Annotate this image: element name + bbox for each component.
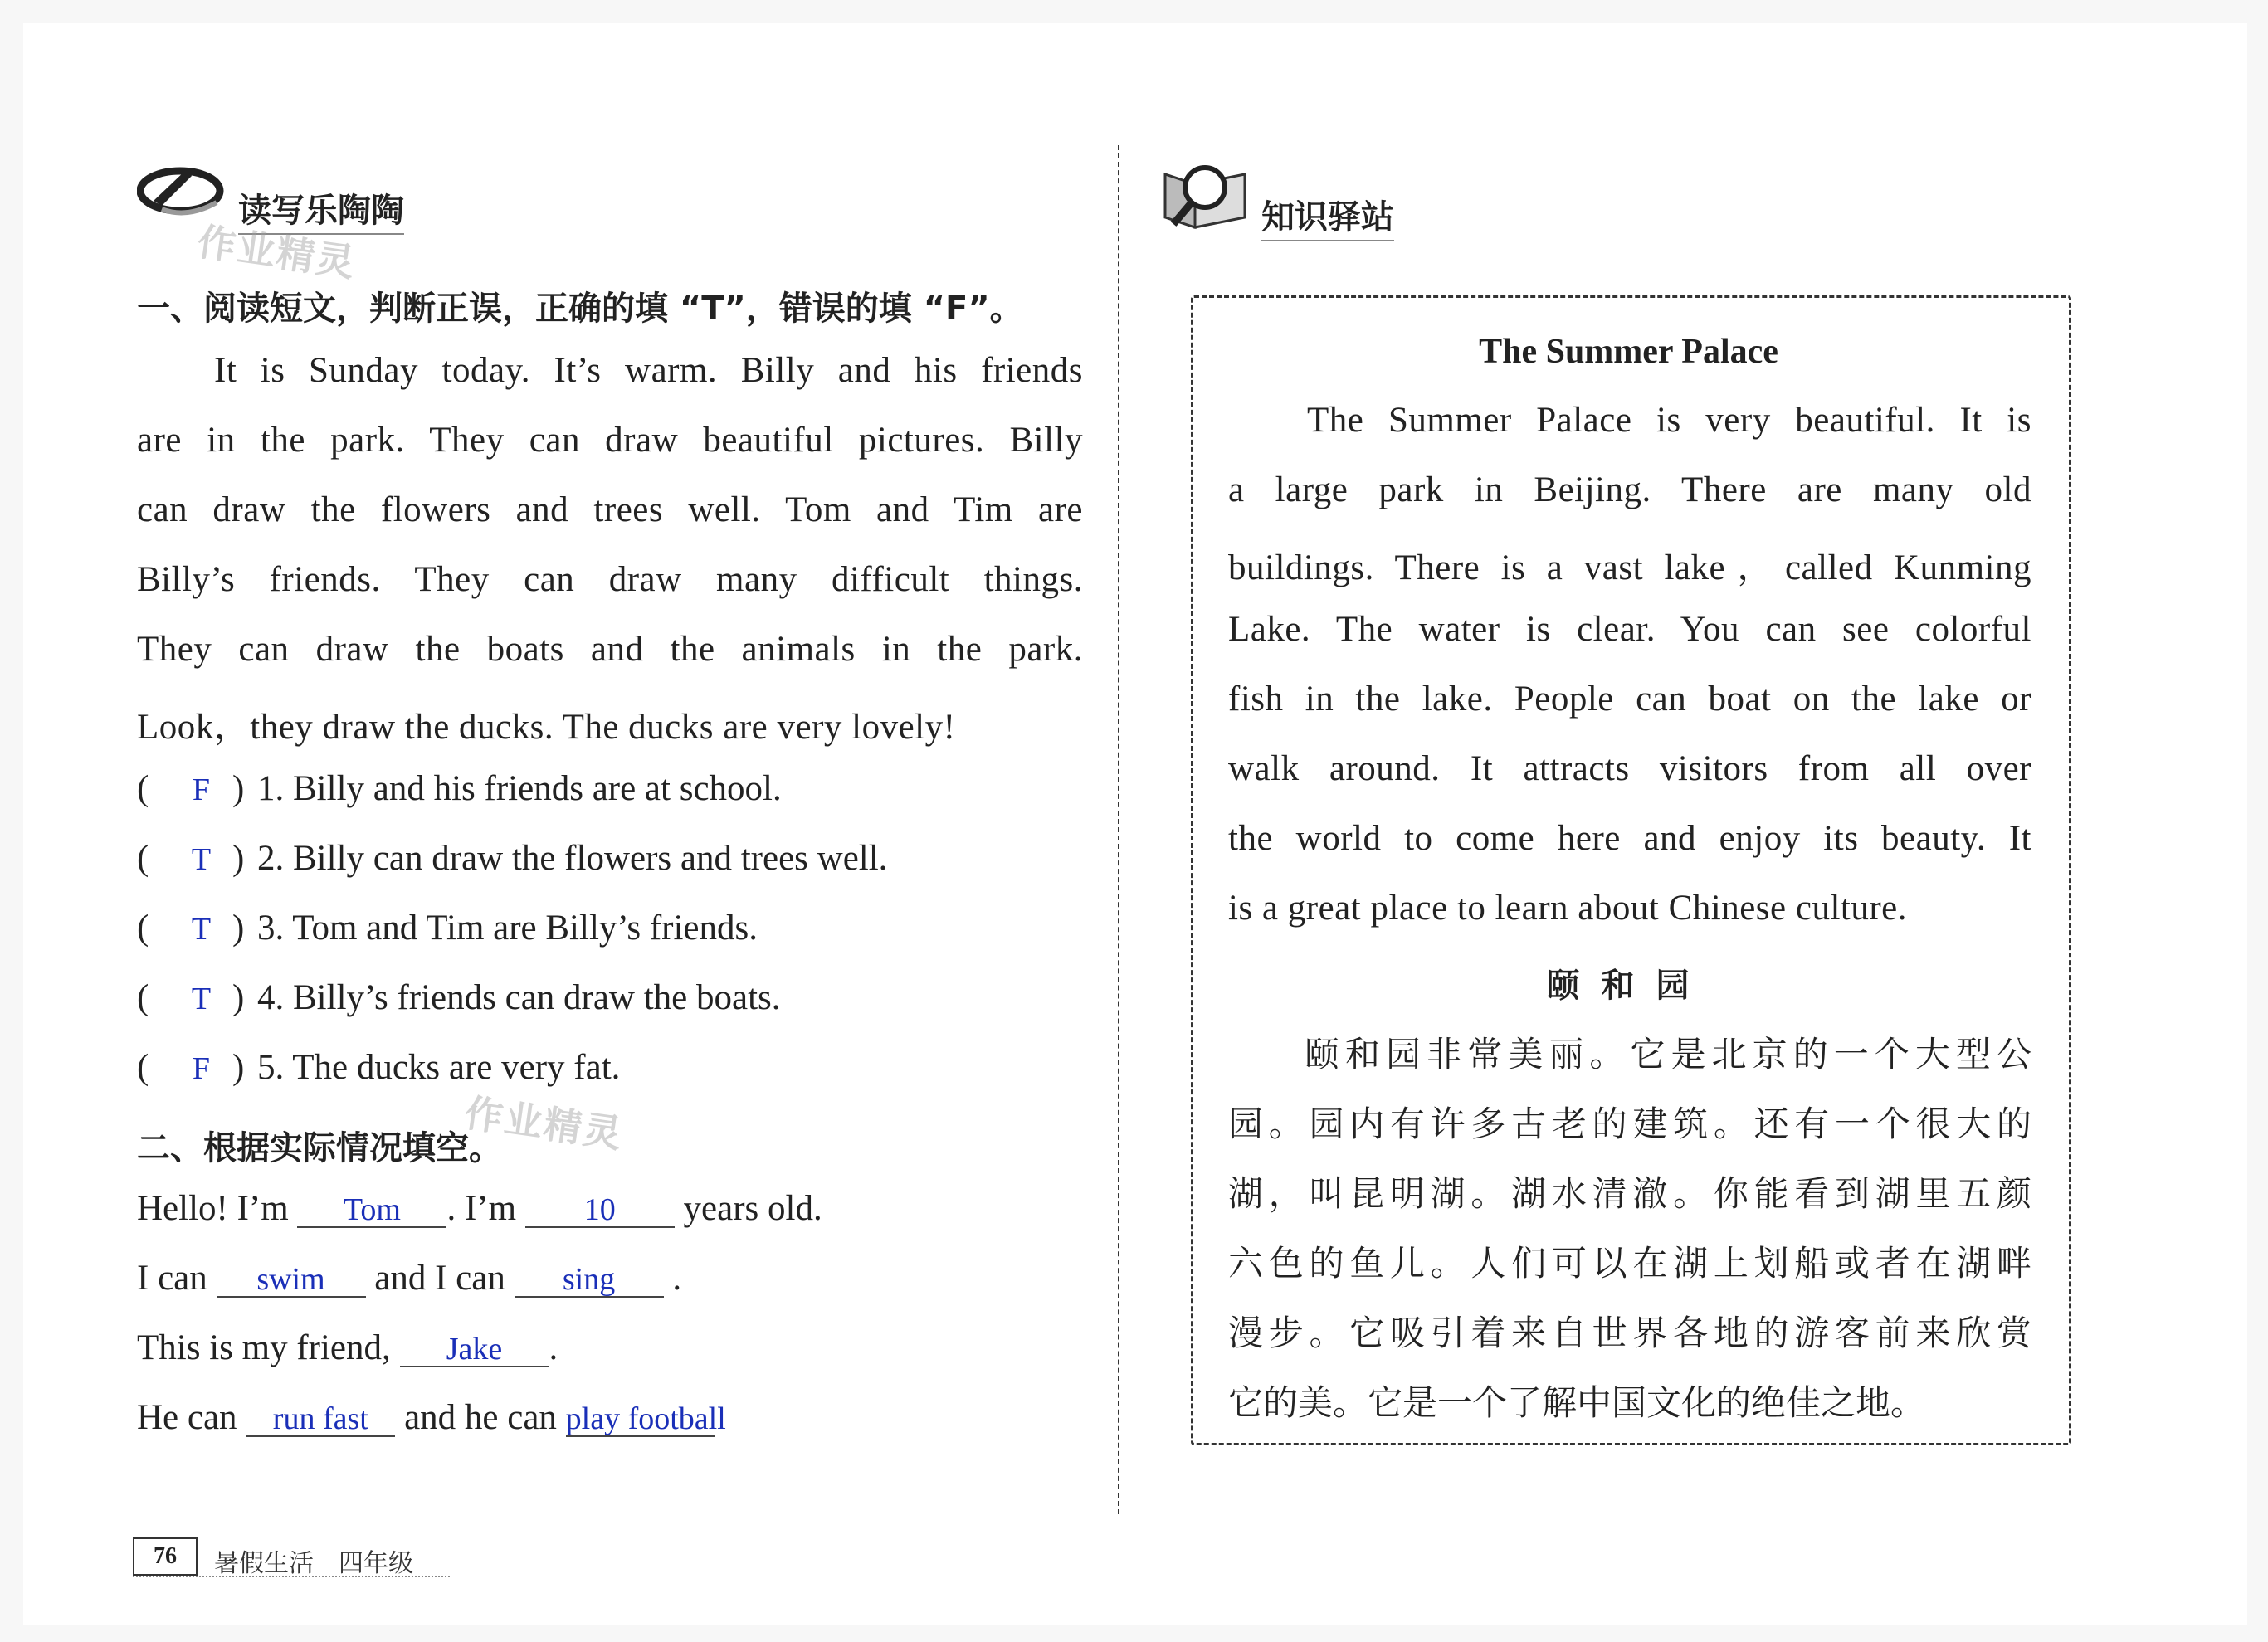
fill-row: He can run fast and he can play football: [137, 1398, 726, 1437]
article-line: walk around. It attracts visitors from all over: [1228, 749, 2031, 788]
answer-field[interactable]: T: [191, 982, 212, 1016]
knowledge-station-icon: [1162, 159, 1251, 236]
article-line-chinese: 颐和园非常美丽。它是北京的一个大型公: [1305, 1034, 2031, 1074]
question-text: 5. The ducks are very fat.: [257, 1048, 621, 1087]
page-number: 76: [133, 1537, 198, 1576]
page-footer: [133, 1537, 450, 1577]
book-title: 暑假生活 四年级: [214, 1549, 413, 1578]
part1-heading: 一、阅读短文，判断正误，正确的填 “T”，错误的填 “F”。: [137, 290, 1023, 328]
passage-line: They can draw the boats and the animals in the park.: [137, 630, 1083, 669]
article-line: is a great place to learn about Chinese culture.: [1228, 889, 1907, 928]
passage-line: Billy’s friends. They can draw many difficult things.: [137, 560, 1083, 599]
question-text: 2. Billy can draw the flowers and trees well.: [257, 839, 888, 878]
question-row: ( F ) 5. The ducks are very fat.: [137, 1048, 621, 1087]
question-text: 4. Billy’s friends can draw the boats.: [257, 978, 781, 1017]
article-line-chinese: 它的美。它是一个了解中国文化的绝佳之地。: [1228, 1382, 1926, 1423]
question-row: ( T ) 3. Tom and Tim are Billy’s friends.: [137, 909, 758, 948]
question-row: ( T ) 2. Billy can draw the flowers and trees well.: [137, 839, 888, 878]
passage-line: It is Sunday today. It’s warm. Billy and his friends: [214, 351, 1083, 390]
page-divider: [1118, 145, 1119, 1514]
watermark: 作业精灵: [194, 218, 359, 286]
article-line: The Summer Palace is very beautiful. It is: [1307, 401, 2031, 440]
article-line-chinese: 漫步。它吸引着来自世界各地的游客前来欣赏: [1228, 1313, 2031, 1353]
ability-blank[interactable]: swim: [217, 1263, 366, 1298]
ability-blank[interactable]: sing: [515, 1263, 664, 1298]
passage-line: Look，they draw the ducks. The ducks are very lovely!: [137, 708, 956, 747]
article-line-chinese: 六色的鱼儿。人们可以在湖上划船或者在湖畔: [1228, 1243, 2031, 1284]
age-blank[interactable]: 10: [525, 1193, 675, 1228]
question-text: 3. Tom and Tim are Billy’s friends.: [257, 909, 758, 948]
article-line-chinese: 园。园内有许多古老的建筑。还有一个很大的: [1228, 1104, 2031, 1144]
article-title: The Summer Palace: [1479, 333, 1778, 371]
section-title: 知识驿站: [1261, 191, 1394, 241]
fill-row: This is my friend, Jake .: [137, 1328, 558, 1367]
answer-field[interactable]: T: [191, 912, 212, 947]
answer-field[interactable]: F: [192, 1051, 211, 1086]
friend-ability-blank[interactable]: run fast: [246, 1402, 395, 1437]
watermark: 作业精灵: [461, 1089, 627, 1157]
passage-line: are in the park. They can draw beautiful pictures. Billy: [137, 421, 1083, 460]
friend-name-blank[interactable]: Jake: [400, 1333, 549, 1367]
article-line: fish in the lake. People can boat on the lake or: [1228, 680, 2031, 719]
article-line-chinese: 湖，叫昆明湖。湖水清澈。你能看到湖里五颜: [1228, 1173, 2031, 1214]
friend-ability-blank[interactable]: play football: [565, 1401, 726, 1436]
question-row: ( T ) 4. Billy’s friends can draw the boats.: [137, 978, 781, 1017]
passage-line: can draw the flowers and trees well. Tom and Tim are: [137, 490, 1083, 529]
fill-row: I can swim and I can sing .: [137, 1259, 682, 1298]
name-blank[interactable]: Tom: [297, 1193, 446, 1228]
article-line: the world to come here and enjoy its beauty. It: [1228, 819, 2031, 858]
section-title: 读写乐陶陶: [238, 184, 404, 235]
article-title-chinese: 颐和园: [1546, 967, 1711, 1005]
article-line: buildings. There is a vast lake，called Kunming: [1228, 548, 2031, 587]
article-line: Lake. The water is clear. You can see colorful: [1228, 610, 2031, 649]
question-text: 1. Billy and his friends are at school.: [257, 769, 782, 808]
part2-heading: 二、根据实际情况填空。: [137, 1129, 502, 1167]
article-line: a large park in Beijing. There are many old: [1228, 470, 2031, 509]
fill-row: Hello! I’m Tom . I’m 10 years old.: [137, 1189, 822, 1228]
answer-field[interactable]: T: [191, 842, 212, 877]
question-row: ( F ) 1. Billy and his friends are at school.: [137, 769, 782, 808]
answer-field[interactable]: F: [192, 772, 211, 807]
